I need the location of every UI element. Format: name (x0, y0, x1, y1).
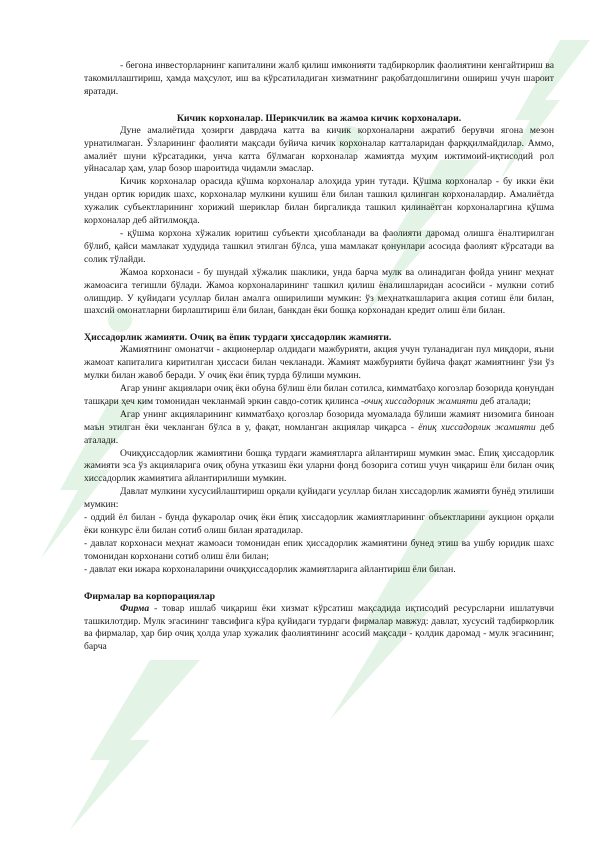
list-item: - оддий ёл билан - бунда фукаролар очиқ ёки ёпиқ хиссадорлик жамиятларининг объектларини аукцион орқали ёки конкурс ёли билан сотиб олиш билан яратадилар. (84, 512, 554, 536)
paragraph: Очиқҳиссадорлик жамиятини бошқа турдаги жамиятларга айлантириш мумкин эмас. Ёпиқ ҳиссадорлик жамияти эса ўз акцияларига очиқ обуна утказиш ёки уларни фонд бозорига сотиш учун чиқариш ёли билан очиқ хиссадорлик жамиятига айлантирилиши мумкин. (84, 447, 554, 485)
text: - товар ишлаб чиқариш ёки хизмат кўрсатиш мақсадида иқтисодий ресурсларни ишлатувчи ташкилотдир. Мулк эгасининг тавсифига кўра қуйидаги турдаги фирмалар мавжуд: давлат, хусусий тадбиркорлик ва фирмалар, ҳар бир очиқ ҳолда улар хужалик фаолиятининг асосий мақсади - қолдик даромад - мулк эгасининг, барча (84, 602, 554, 653)
term-firm: Фирма (120, 602, 150, 614)
list-item: - давлат еки ижара корхоналарини очиқҳиссадорлик жамиятларига айлантириш ёли билан. (84, 563, 456, 575)
watermark-arrow-1 (70, 660, 200, 830)
term-closed-company: ёпиқ хиссадорлик жамияти (418, 421, 536, 433)
paragraph-closed-company (84, 409, 554, 448)
paragraph: Жамиятнинг омонатчи - акционерлар олдидаги мажбурияти, акция учун туланадиган пул миқдори, яъни жамоат капиталига киритилган ҳиссаси билан чекланади. Жамият мажбурияти буйича фақат жамиятнинг ўзи ўз мулки билан жавоб беради. У очиқ ёки ёпиқ турда бўлиши мумкин. (84, 344, 554, 382)
paragraph-intro: - бегона инвесторларнинг капиталини жалб қилиш имконияти тадбиркорлик фаолиятини кенгайтириш ва такомиллаштириш, ҳамда маҳсулот, иш ва кўрсатиладиган хизматнинг рақобатдошлигини ошириш учун шароит яратади. (84, 60, 554, 97)
text: Агар унинг акцияларининг кимматбаҳо қогозлар бозорида муомалада бўлиши жамият низомига биноан маън этилган ёки чекланган бўлса в у, фақат, номланган акциялар чиқарса - (84, 408, 554, 433)
spacer (84, 318, 554, 331)
spacer (84, 99, 554, 112)
text: Агар унинг акциялари очиқ ёки обуна бўлиш ёли билан сотилса, кимматбаҳо когозлар бозорида қонундан ташқари ҳеч ким томонидан чекланмай эркин савдо-сотик қилинса - (84, 383, 554, 407)
paragraph: Кичик корхоналар орасида қўшма корхоналар алоҳида урин тутади. Қўшма корхоналар - бу икки ёки ундан ортик юридик шахс, корхоналар мулкини кушиш ёли билан ташкил қилинган корхоналардир. Амалиётда хужалик субъектларининг хорижий шериклар билан биргаликда ташкил қилинаётган корхоналаргина қўшма корхоналар деб айтилмоқда. (84, 176, 554, 227)
paragraph: Давлат мулкини хусусийлаштириш орқали қуйидаги усуллар билан хиссадорлик жамияти бунёд этилиши мумкин: (84, 486, 554, 511)
paragraph-open-company (84, 383, 554, 409)
list-item: - давлат корхонаси меҳнат жамоаси томонидан епик ҳиссадорлик жамиятини бунед этиш ва ушбу юридик шахс томонидан корхонани сотиб олиш ёли билан; (84, 537, 554, 562)
heading-firms-corporations: Фирмалар ва корпорациялар (84, 590, 216, 602)
heading-small-enterprises: Кичик корхоналар. Шерикчилик ва жамоа кичик корхоналари. (176, 112, 462, 124)
spacer (84, 577, 554, 590)
paragraph-firm-definition (84, 603, 554, 655)
paragraph: Жамоа корхонаси - бу шундай хўжалик шаклики, унда барча мулк ва олинадиган фойда унинг меҳнат жамоасига тегишли бўлади. Жамоа корхоналарининг ташкил қилиш ёналишларидан асосийси - мулкни сотиб олишдир. У қуйидаги усуллар билан амалга оширилиши мумкин: ўз меҳнаткашларига акция сотиш ёли билан, шахсий омонатларни бирлаштириш ёли билан, банкдан ёки бошқа корхонадан кредит олиш ёли билан. (84, 266, 554, 317)
paragraph: - қўшма корхона хўжалик юритиш субъекти ҳисобланади ва фаолияти даромад олишга ёналтирилган бўлиб, қайси мамлакат худудида ташкил этилган бўлса, уша мамлакат қонунлари асосида фаолият кўрсатади ва солик тўлайди. (84, 227, 554, 265)
term-open-company: очиқ хиссадорлик жамияти (364, 395, 478, 407)
text: деб аталади. (84, 421, 554, 446)
text: деб аталади; (477, 395, 531, 407)
heading-joint-stock-company: Ҳиссадорлик жамияти. Очиқ ва ёпик турдаги ҳиссадорлик жамияти. (84, 332, 392, 344)
paragraph: Дуне амалиётида ҳозирги даврдача катта ва кичик корхоналарни ажратиб берувчи ягона мезон урнатилмаган. Ўзларининг фаолияти мақсади буйича кичик корхоналар катталаридан фарққилмайдилар. Аммо, амалиёт шуни кўрсатадики, унча катта бўлмаган корхоналар жамиятда муҳим ижтимоий-иқтисодий рол уйнасалар ҳам, улар бозор шароитида чидамли эмаслар. (84, 124, 554, 175)
document-body (84, 60, 554, 654)
